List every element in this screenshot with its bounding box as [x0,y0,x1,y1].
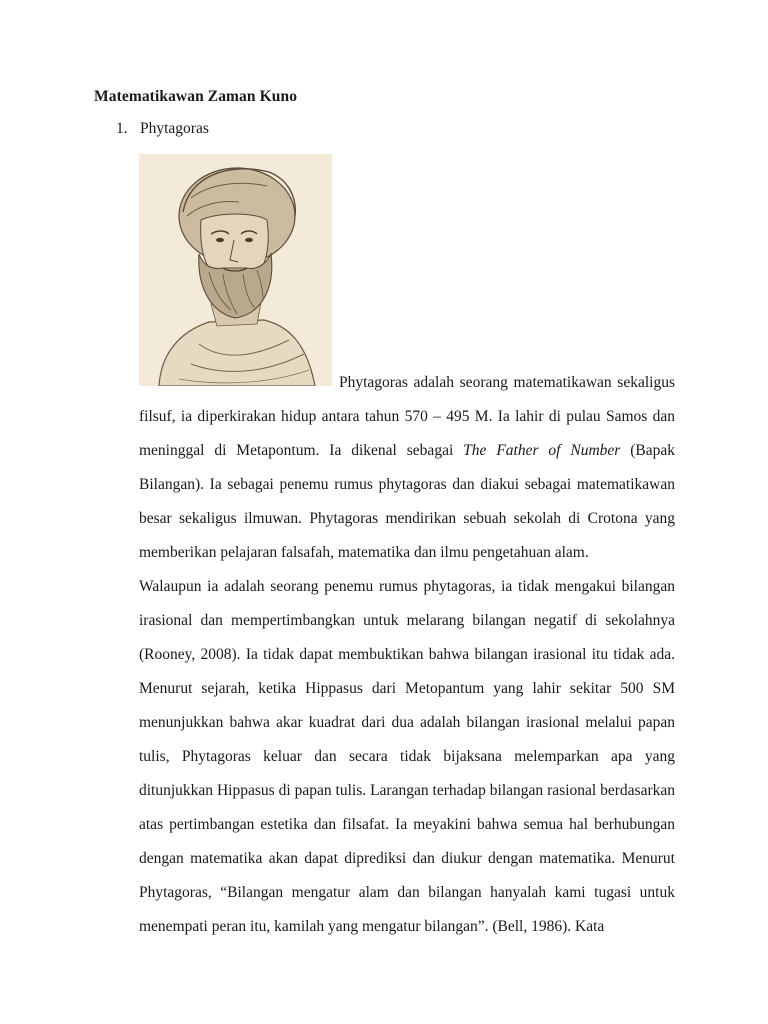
paragraph-1-emphasis: The Father of Number [463,442,621,459]
paragraph-1 [139,366,675,570]
list-item [116,120,209,138]
pythagoras-portrait [139,154,332,386]
paragraph-1-before: Phytagoras adalah seorang matematikawan sekaligus filsuf, ia diperkirakan hidup antara tahun 570 – 495 M. Ia lahir di pulau Samos dan meninggal di Metapontum. Ia dikenal sebagai [139,374,675,459]
section-heading: Matematikawan Zaman Kuno [94,88,298,105]
paragraph-1-after: (Bapak Bilangan). Ia sebagai penemu rumus phytagoras dan diakui sebagai matematikawan besar sekaligus ilmuwan. Phytagoras mendirikan sebuah sekolah di Crotona yang memberikan pelajaran falsafah, matematika dan ilmu pengetahuan alam. [139,442,676,561]
list-number: 1. [116,120,128,137]
list-label: Phytagoras [140,120,209,137]
portrait-engraving [139,154,332,386]
paragraph-2: Walaupun ia adalah seorang penemu rumus phytagoras, ia tidak mengakui bilangan irasional dan mempertimbangkan untuk melarang bilangan negatif di sekolahnya (Rooney, 2008). Ia tidak dapat membuktikan bahwa bilangan irasional itu tidak ada. Menurut sejarah, ketika Hippasus dari Metopantum yang lahir sekitar 500 SM menunjukkan bahwa akar kuadrat dari dua adalah bilangan irasional melalui papan tulis, Phytagoras keluar dan secara tidak bijaksana melemparkan apa yang ditunjukkan Hippasus di papan tulis. Larangan terhadap bilangan rasional berdasarkan atas pertimbangan estetika dan filsafat. Ia meyakini bahwa semua hal berhubungan dengan matematika akan dapat diprediksi dan diukur dengan matematika. Menurut Phytagoras, “Bilangan mengatur alam dan bilangan hanyalah kami tugasi untuk menempati peran itu, kamilah yang mengatur bilangan”. (Bell, 1986). Kata [139,578,675,935]
body-text [139,366,675,944]
